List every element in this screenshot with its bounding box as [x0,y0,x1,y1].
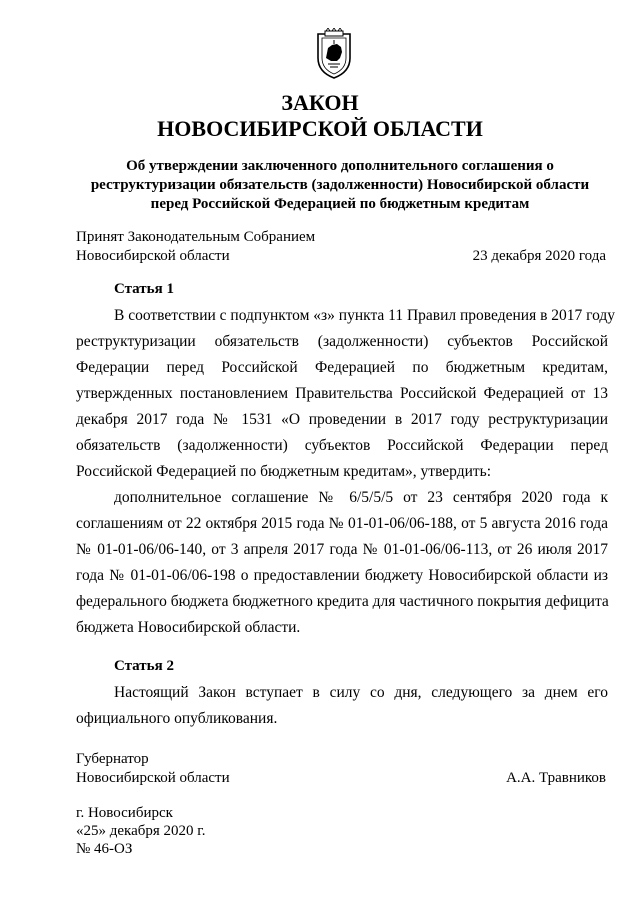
text-line: официального опубликования. [76,710,278,727]
document-title-region: НОВОСИБИРСКОЙ ОБЛАСТИ [157,116,483,141]
signature-region: Новосибирской области [76,770,230,786]
text-line: Российской Федерацией по бюджетным кредитам», утвердить: [76,463,492,480]
signature-position: Губернатор [76,751,149,767]
text-line: бюджета Новосибирской области. [76,619,301,636]
adoption-line-1 [76,228,606,247]
text-line: соглашениям от 22 октября 2015 года № 01-01-06/06-188, от 5 августа 2016 года [76,515,608,532]
text-line: федерального бюджета бюджетного кредита для частичного покрытия дефицита [76,593,609,610]
text-line: утвержденных постановлением Правительства Российской Федерацией от 13 [76,385,608,402]
footer-number: № 46-ОЗ [76,841,133,857]
text-line: В соответствии с подпунктом «з» пункта 11 Правил проведения в 2017 году [114,307,616,324]
article-1-paragraph-2 [76,485,608,641]
signature-title [76,750,606,769]
footer-city: г. Новосибирск [76,805,173,821]
subtitle-line: реструктуризации обязательств (задолженности) Новосибирской области [90,177,590,193]
adoption-region: Новосибирской области [76,248,230,264]
text-line: обязательств (задолженности) субъектов Российской Федерации перед [76,437,608,454]
signatory-name: А.А. Травников [506,770,606,786]
article-2-heading: Статья 2 [114,658,174,674]
adoption-body: Принят Законодательным Собранием [76,229,316,245]
article-2-paragraph [76,680,608,732]
document-subtitle [80,157,600,214]
footer-date: «25» декабря 2020 г. [76,823,206,839]
coat-of-arms-icon [314,28,354,80]
text-line: № 01-01-06/06-140, от 3 апреля 2017 года № 01-01-06/06-113, от 26 июля 2017 [76,541,608,558]
text-line: года № 01-01-06/06-198 о предоставлении бюджету Новосибирской области из [76,567,608,584]
adoption-line-2 [76,247,606,266]
document-title: ЗАКОН [281,90,359,115]
text-line: дополнительное соглашение № 6/5/5/5 от 23 сентября 2020 года к [114,489,608,506]
text-line: декабря 2017 года № 1531 «О проведении в 2017 году реструктуризации [76,411,608,428]
text-line: Настоящий Закон вступает в силу со дня, следующего за днем его [114,684,608,701]
subtitle-line: перед Российской Федерацией по бюджетным кредитам [150,196,530,212]
subtitle-line: Об утверждении заключенного дополнительного соглашения о [126,158,554,174]
article-1-heading: Статья 1 [114,281,174,297]
adoption-date: 23 декабря 2020 года [472,248,606,264]
text-line: Федерации перед Российской Федерацией по бюджетным кредитам, [76,359,608,376]
article-1-paragraph-1 [76,303,616,485]
text-line: реструктуризации обязательств (задолженности) субъектов Российской [76,333,608,350]
signature-line [76,769,606,788]
